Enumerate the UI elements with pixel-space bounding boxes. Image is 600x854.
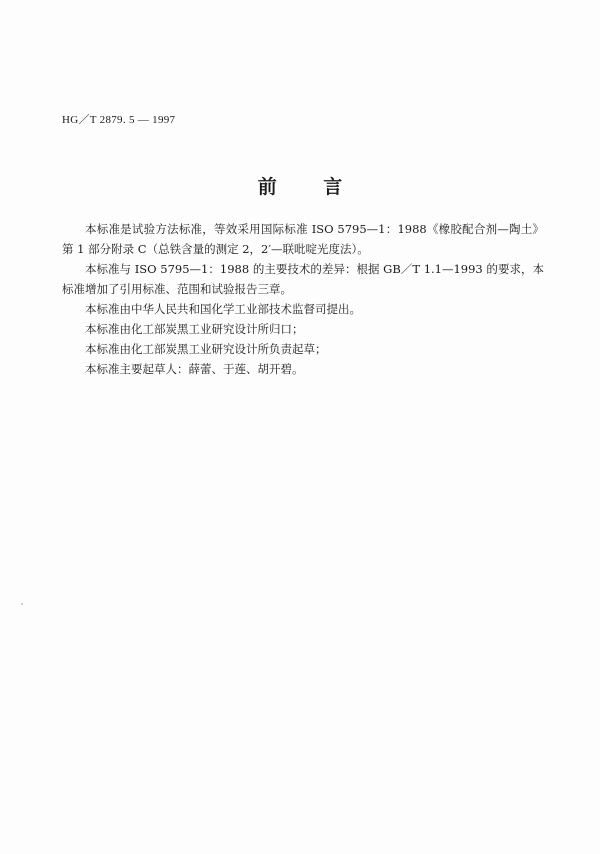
paragraph-drafter: 本标准由化工部炭黑工业研究设计所负责起草； [85,342,327,356]
paragraph-scope: 本标准是试验方法标准，等效采用国际标准 ISO 5795—1：1988《橡胶配合剂—陶土》第 1 部分附录 C（总铁含量的测定 2，2′—联吡啶光度法）。 [62,222,544,256]
scan-speck [21,603,23,605]
paragraph-proposer: 本标准由中华人民共和国化学工业部技术监督司提出。 [85,302,361,316]
paragraph-administrator: 本标准由化工部炭黑工业研究设计所归口； [85,322,304,336]
standard-code: HG／T 2879. 5 — 1997 [62,114,176,126]
paragraph-differences: 本标准与 ISO 5795—1：1988 的主要技术的差异：根据 GB／T 1.1—1993 的要求，本标准增加了引用标准、范围和试验报告三章。 [62,262,544,296]
foreword-body [62,219,544,379]
page-title: 前 言 [257,176,363,198]
paragraph-authors: 本标准主要起草人：薛蕾、于莲、胡开碧。 [85,362,304,376]
